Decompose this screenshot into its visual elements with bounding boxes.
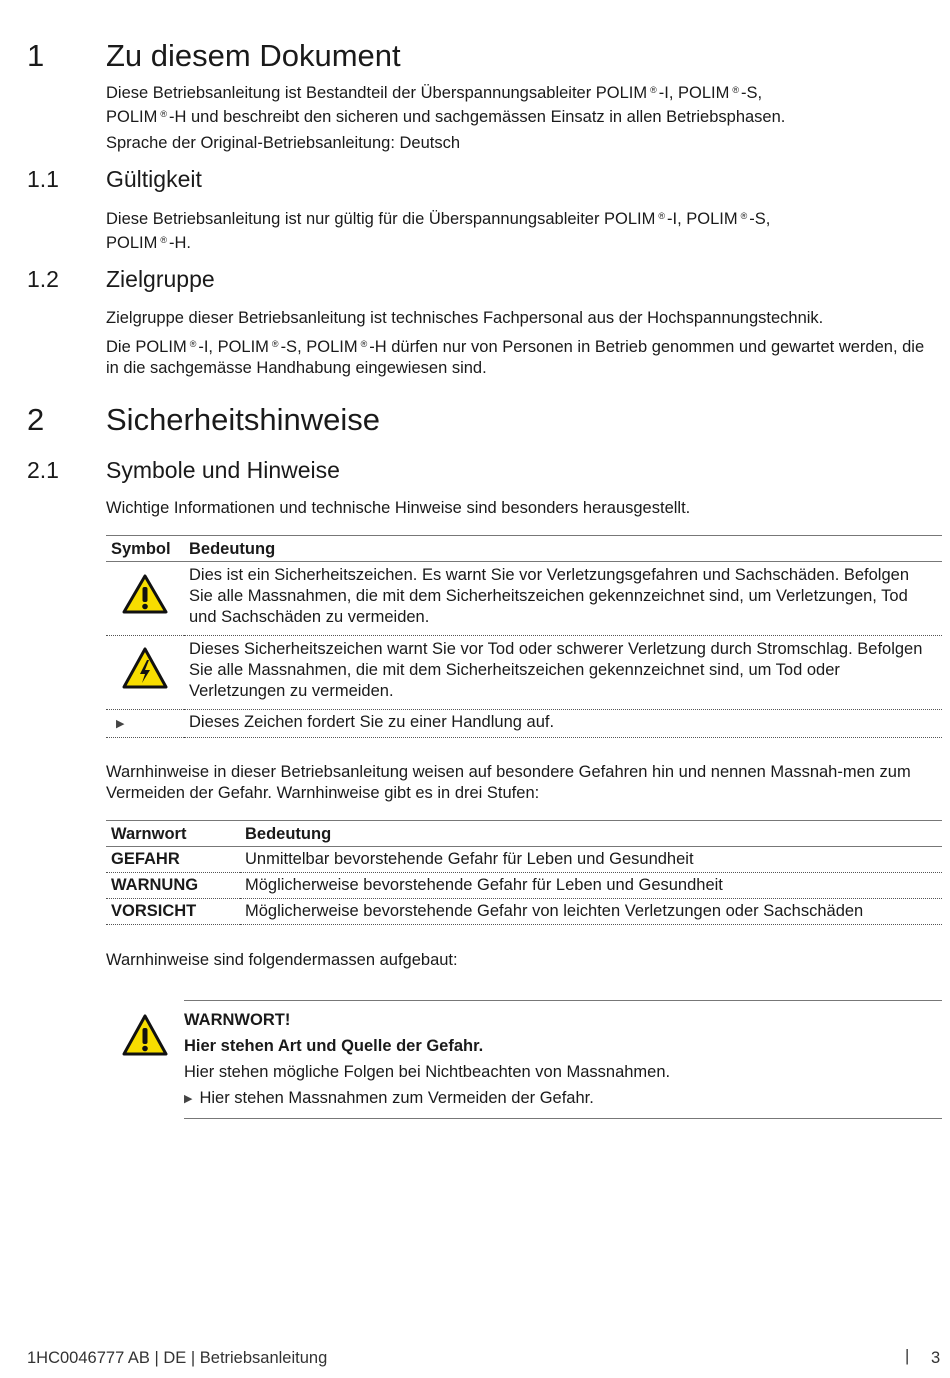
paragraph: Diese Betriebsanleitung ist nur gültig für die Überspannungsableiter POLIM ® -I, POLIM ® -S, POLIM ® -H. — [106, 210, 771, 252]
table-header-row — [106, 536, 942, 562]
example-warning-box — [184, 1000, 942, 1119]
meaning-cell: Unmittelbar bevorstehende Gefahr für Leben und Gesundheit — [240, 847, 942, 873]
signal-word: VORSICHT — [106, 899, 240, 925]
meaning-cell: Dies ist ein Sicherheitszeichen. Es warnt Sie vor Verletzungsgefahren und Sachschäden. Befolgen Sie alle Massnahmen, die mit dem Sicherheitszeichen gekennzeichnet sind, um Verletzungen, Tod und Sachschäden zu vermeiden. — [184, 562, 942, 636]
electric-shock-icon — [122, 647, 168, 689]
symbol-cell — [106, 710, 184, 738]
hazard-measure: ▶ Hier stehen Massnahmen zum Vermeiden der Gefahr. — [184, 1085, 942, 1112]
table-row — [106, 873, 942, 899]
table-header-row — [106, 821, 942, 847]
warning-levels-table — [106, 820, 942, 925]
footer-separator: | — [905, 1347, 910, 1365]
table-row — [106, 710, 942, 738]
section-intro: Wichtige Informationen und technische Hinweise sind besonders herausgestellt. — [106, 499, 691, 517]
symbol-table — [106, 535, 942, 738]
table-row — [106, 847, 942, 873]
column-header: Symbol — [106, 536, 184, 562]
section-title: Zu diesem Dokument — [106, 38, 401, 73]
action-arrow-icon: ▶ — [116, 718, 125, 730]
section-body — [106, 206, 936, 254]
hazard-consequence: Hier stehen mögliche Folgen bei Nichtbeachten von Massnahmen. — [184, 1063, 671, 1081]
signal-word: GEFAHR — [106, 847, 240, 873]
table-row — [106, 636, 942, 710]
action-arrow-icon: ▶ — [184, 1093, 193, 1105]
structure-intro: Warnhinweise sind folgendermassen aufgebaut: — [106, 951, 458, 969]
table-row — [106, 562, 942, 636]
section-title: Gültigkeit — [106, 166, 202, 192]
meaning-cell: Dieses Zeichen fordert Sie zu einer Handlung auf. — [184, 710, 942, 738]
column-header: Bedeutung — [184, 536, 942, 562]
section-number: 1.1 — [27, 166, 59, 192]
section-body — [106, 308, 936, 379]
symbol-cell — [106, 562, 184, 636]
section-number: 1.2 — [27, 266, 59, 292]
column-header: Bedeutung — [240, 821, 942, 847]
warning-triangle-icon — [122, 1014, 168, 1056]
hazard-source: Hier stehen Art und Quelle der Gefahr. — [184, 1037, 484, 1055]
footer-doc-id: 1HC0046777 AB | DE | Betriebsanleitung — [27, 1349, 328, 1367]
paragraph: Sprache der Original-Betriebsanleitung: Deutsch — [106, 134, 461, 152]
symbol-cell — [106, 636, 184, 710]
meaning-cell: Möglicherweise bevorstehende Gefahr für Leben und Gesundheit — [240, 873, 942, 899]
section-number: 2.1 — [27, 457, 59, 483]
section-title: Sicherheitshinweise — [106, 402, 380, 437]
paragraph: Die POLIM ® -I, POLIM ® -S, POLIM ® -H dürfen nur von Personen in Betrieb genommen und gewartet werden, die in die sachgemässe Handhabung eingewiesen sind. — [106, 338, 925, 377]
table-row — [106, 899, 942, 925]
signal-word: WARNWORT! — [184, 1011, 291, 1029]
section-number: 1 — [27, 38, 45, 73]
warning-triangle-icon — [122, 574, 168, 614]
meaning-cell: Dieses Sicherheitszeichen warnt Sie vor Tod oder schwerer Verletzung durch Stromschlag. Befolgen Sie alle Massnahmen, die mit dem Sicherheitszeichen gekennzeichnet sind, um Tod oder Verletzungen zu vermeiden. — [184, 636, 942, 710]
signal-word: WARNUNG — [106, 873, 240, 899]
section-body — [106, 80, 936, 154]
page-number: 3 — [931, 1349, 941, 1367]
section-title: Zielgruppe — [106, 266, 215, 292]
paragraph: Diese Betriebsanleitung ist Bestandteil der Überspannungsableiter POLIM ® -I, POLIM ® -S, POLIM ® -H und beschreibt den sicheren und sachgemässen Einsatz in allen Betriebsphasen. — [106, 84, 786, 126]
section-number: 2 — [27, 402, 45, 437]
meaning-cell: Möglicherweise bevorstehende Gefahr von leichten Verletzungen oder Sachschäden — [240, 899, 942, 925]
column-header: Warnwort — [106, 821, 240, 847]
warning-intro: Warnhinweise in dieser Betriebsanleitung weisen auf besondere Gefahren hin und nennen Massnah-men zum Vermeiden der Gefahr. Warnhinweise gibt es in drei Stufen: — [106, 763, 911, 802]
section-title: Symbole und Hinweise — [106, 457, 340, 483]
paragraph: Zielgruppe dieser Betriebsanleitung ist technisches Fachpersonal aus der Hochspannungstechnik. — [106, 309, 824, 327]
